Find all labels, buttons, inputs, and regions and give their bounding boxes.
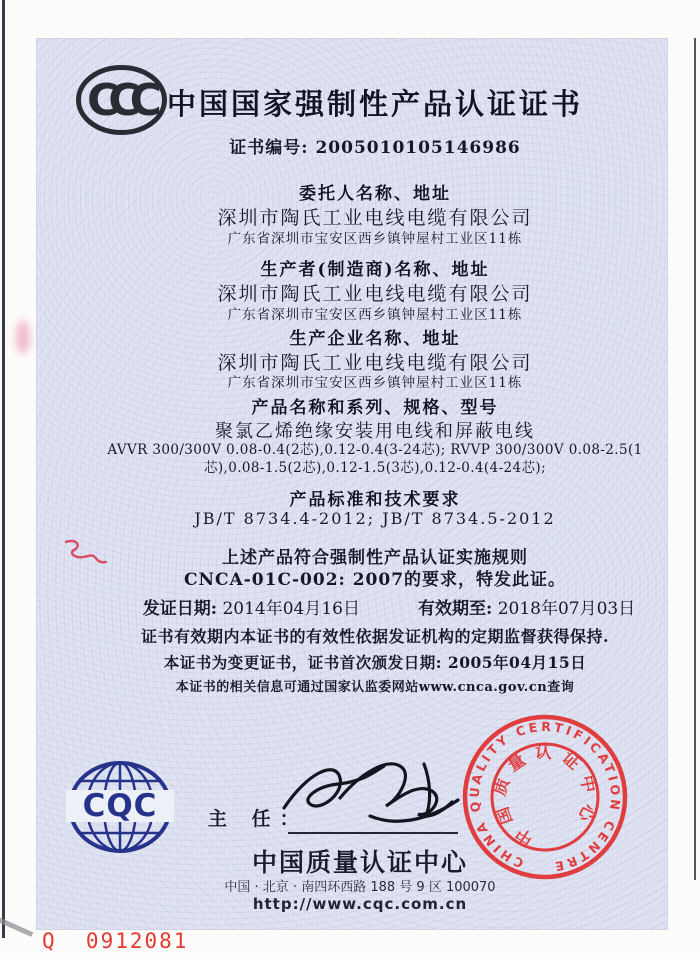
- issue-date-label: 发证日期:: [142, 599, 218, 619]
- signature-underline: [288, 832, 458, 834]
- certificate-title: 中国国家强制性产品认证证书: [166, 87, 583, 121]
- product-spec-line2: 芯),0.08-1.5(2芯),0.12-1.5(3芯),0.12-0.4(4-24芯);: [203, 460, 547, 476]
- manufacturer-name: 深圳市陶氏工业电线电缆有限公司: [217, 283, 533, 305]
- standard-value: JB/T 8734.4-2012; JB/T 8734.5-2012: [194, 509, 556, 528]
- director-label: 主 任：: [208, 808, 308, 830]
- product-spec: [82, 441, 668, 477]
- cqc-letters: CQC: [82, 788, 158, 824]
- standard-heading: 产品标准和技术要求: [289, 490, 461, 510]
- stamp-inner-text: 中国质量认证中心: [489, 742, 601, 850]
- info-note: 本证书的相关信息可通过国家认监委网站www.cnca.gov.cn查询: [175, 680, 575, 695]
- organization-website: http://www.cqc.com.cn: [252, 895, 468, 913]
- red-pen-mark: [60, 536, 150, 570]
- factory-address: 广东省深圳市宝安区西乡镇钟屋村工业区11栋: [227, 375, 523, 391]
- manufacturer-heading: 生产者(制造商)名称、地址: [260, 260, 490, 280]
- statement-line1: 上述产品符合强制性产品认证实施规则: [222, 548, 528, 568]
- organization-address: 中国 · 北京 · 南四环西路 188 号 9 区 100070: [224, 880, 496, 895]
- expiry-date: [418, 594, 635, 619]
- cqc-logo-icon: [66, 760, 174, 854]
- scan-edge-right: [694, 38, 696, 880]
- statement-line2: CNCA-01C-002: 2007的要求，特发此证。: [183, 570, 567, 590]
- serial-number: Q 0912081: [42, 929, 189, 953]
- ccc-letters: CCC: [87, 75, 151, 126]
- issuing-organization: 中国质量认证中心: [251, 848, 468, 877]
- manufacturer-address: 广东省深圳市宝安区西乡镇钟屋村工业区11栋: [227, 307, 523, 323]
- expiry-date-value: 2018年07月03日: [497, 599, 636, 619]
- factory-heading: 生产企业名称、地址: [289, 329, 461, 349]
- scan-edge-left: [2, 0, 5, 938]
- director-signature: [274, 742, 474, 838]
- certificate-number-value: 2005010105146986: [315, 138, 521, 158]
- issue-date: [143, 594, 360, 619]
- validity-note: 证书有效期内本证书的有效性依据发证机构的定期监督获得保持.: [140, 627, 610, 646]
- stamp-outer-text: CHINA QUALITY CERTIFICATION CENTRE: [466, 718, 624, 875]
- issue-date-value: 2014年04月16日: [222, 599, 360, 619]
- date-row: [96, 594, 682, 619]
- applicant-name: 深圳市陶氏工业电线电缆有限公司: [217, 207, 533, 229]
- product-heading: 产品名称和系列、规格、型号: [251, 398, 499, 418]
- certificate-number-label: 证书编号:: [229, 138, 309, 158]
- applicant-address: 广东省深圳市宝安区西乡镇钟屋村工业区11栋: [227, 231, 523, 247]
- product-name: 聚氯乙烯绝缘安装用电线和屏蔽电线: [215, 421, 535, 442]
- red-certification-stamp: [460, 712, 630, 882]
- certificate-number: [82, 133, 668, 158]
- pink-scan-smudge: [16, 320, 30, 354]
- change-note: 本证书为变更证书，证书首次颁发日期: 2005年04月15日: [163, 653, 587, 672]
- expiry-date-label: 有效期至:: [418, 599, 493, 619]
- applicant-heading: 委托人名称、地址: [299, 184, 451, 204]
- certificate-paper: [36, 38, 668, 930]
- factory-name: 深圳市陶氏工业电线电缆有限公司: [217, 352, 533, 374]
- product-spec-line1: AVVR 300/300V 0.08-0.4(2芯),0.12-0.4(3-24芯); RVVP 300/300V 0.08-2.5(1: [107, 442, 643, 458]
